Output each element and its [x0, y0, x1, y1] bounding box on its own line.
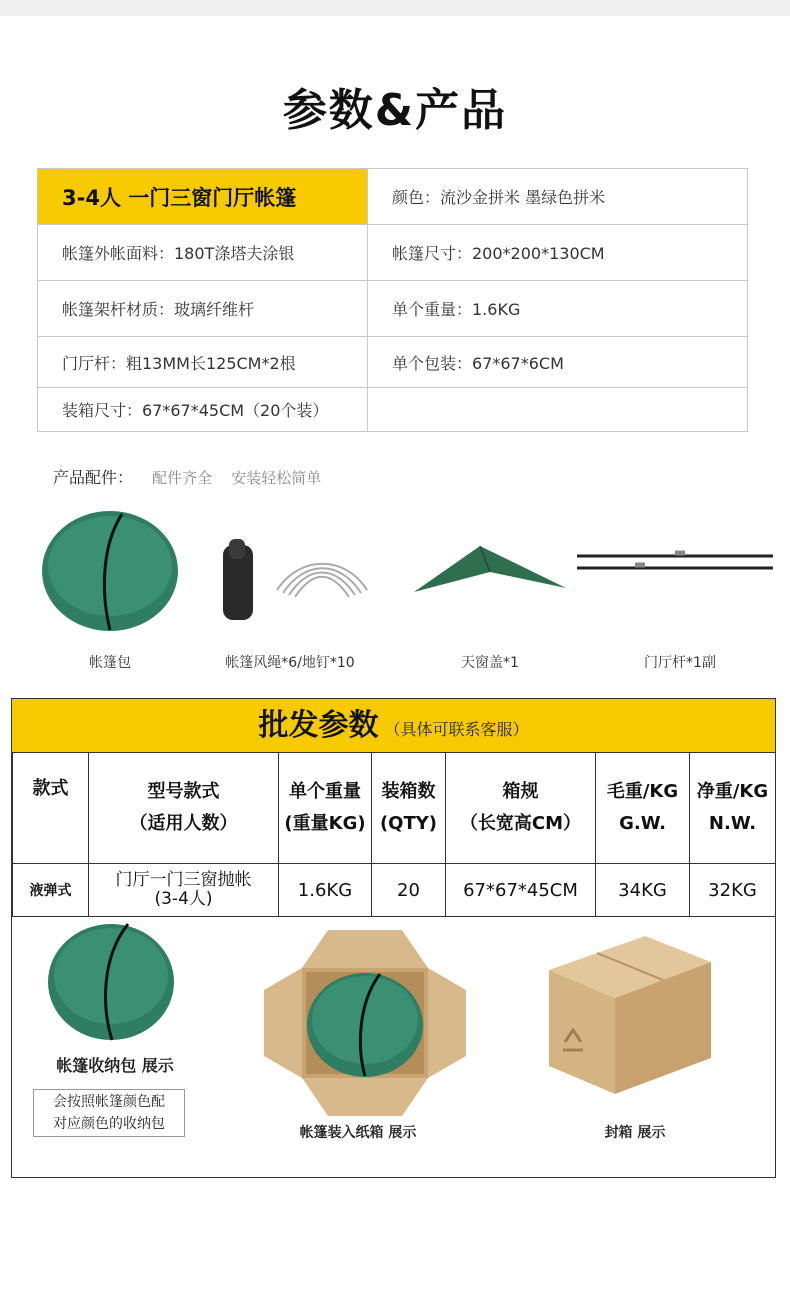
- rope-and-stakes-image: [215, 535, 375, 625]
- sealed-caption: 封箱 展示: [604, 1125, 666, 1141]
- header-net-weight: 净重/KG N.W.: [690, 753, 776, 864]
- tent-bag-image: [40, 508, 180, 633]
- wholesale-table: [12, 752, 776, 917]
- bag-caption: 帐篷收纳包 展示: [56, 1056, 174, 1075]
- wholesale-subtitle: （具体可联系客服）: [384, 720, 529, 739]
- boxed-caption: 帐篷装入纸箱 展示: [299, 1125, 417, 1141]
- accessories-tag: 配件齐全: [152, 469, 213, 487]
- row-style: 液弹式: [13, 864, 89, 917]
- spec-table: [37, 168, 748, 432]
- spec-empty-cell: [368, 388, 748, 432]
- product-name: 3-4人 一门三窗门厅帐篷: [38, 169, 368, 225]
- vestibule-poles-image: [575, 548, 775, 578]
- row-box: 67*67*45CM: [446, 864, 596, 917]
- header-style: 款式: [13, 753, 89, 864]
- bag-note: 会按照帐篷颜色配 对应颜色的收纳包: [33, 1089, 185, 1137]
- accessory-caption: 帐篷风绳*6/地钉*10: [225, 655, 355, 671]
- accessories-row: [53, 465, 321, 488]
- row-qty: 20: [372, 864, 446, 917]
- wholesale-header: [12, 699, 775, 753]
- top-band: [0, 0, 790, 16]
- row-net-weight: 32KG: [690, 864, 776, 917]
- page-title: 参数&产品: [282, 85, 508, 136]
- spec-size: 帐篷尺寸：200*200*130CM: [368, 225, 748, 281]
- accessories-label: 产品配件：: [53, 468, 134, 487]
- accessory-caption: 天窗盖*1: [461, 655, 519, 671]
- accessory-caption: 门厅杆*1副: [644, 655, 716, 671]
- row-weight: 1.6KG: [279, 864, 372, 917]
- spec-weight: 单个重量：1.6KG: [368, 281, 748, 337]
- header-model: 型号款式 （适用人数）: [89, 753, 279, 864]
- spec-pole: 门厅杆：粗13MM长125CM*2根: [38, 337, 368, 388]
- spec-package: 单个包装：67*67*6CM: [368, 337, 748, 388]
- header-weight: 单个重量 (重量KG): [279, 753, 372, 864]
- skylight-cover-image: [410, 540, 570, 600]
- spec-color: 颜色：流沙金拼米 墨绿色拼米: [368, 169, 748, 225]
- sealed-carton-image: [545, 932, 715, 1097]
- header-qty: 装箱数 (QTY): [372, 753, 446, 864]
- storage-bag-image: [46, 918, 176, 1043]
- open-carton-image: [262, 928, 468, 1118]
- accessories-tag: 安装轻松简单: [231, 469, 322, 487]
- accessory-caption: 帐篷包: [89, 655, 131, 671]
- row-model: 门厅一门三窗抛帐 (3-4人): [89, 864, 279, 917]
- row-gross-weight: 34KG: [596, 864, 690, 917]
- spec-frame: 帐篷架杆材质：玻璃纤维杆: [38, 281, 368, 337]
- wholesale-title: 批发参数: [258, 708, 379, 743]
- header-box: 箱规 （长宽高CM）: [446, 753, 596, 864]
- header-gross-weight: 毛重/KG G.W.: [596, 753, 690, 864]
- spec-carton: 装箱尺寸：67*67*45CM（20个装）: [38, 388, 368, 432]
- spec-fabric: 帐篷外帐面料：180T涤塔夫涂银: [38, 225, 368, 281]
